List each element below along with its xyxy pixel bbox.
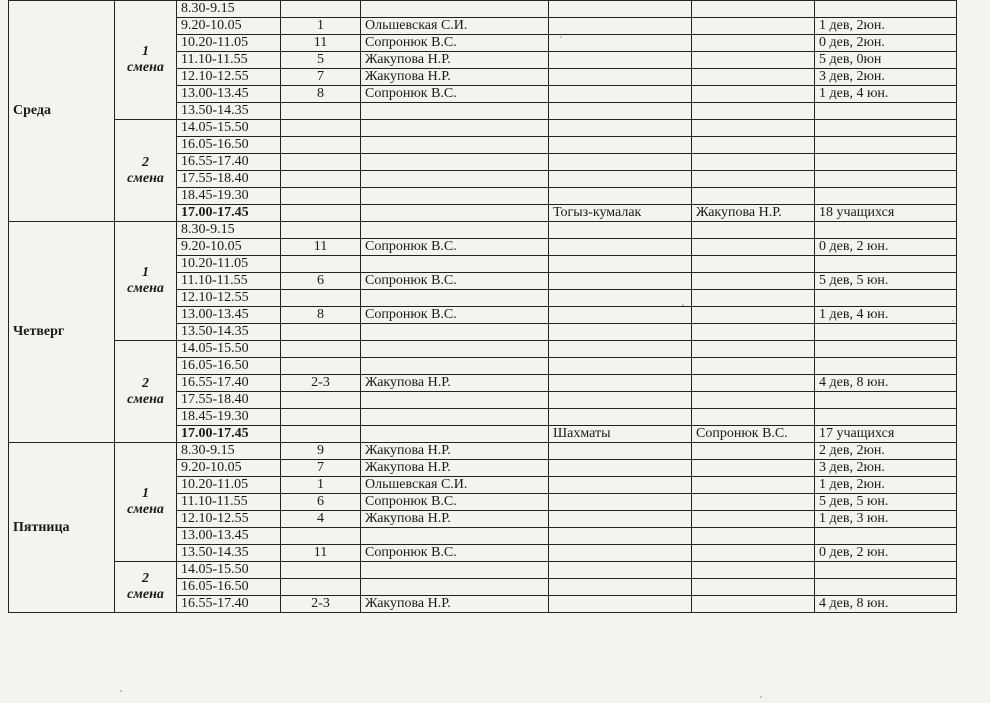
activity-cell <box>549 358 692 375</box>
students-cell <box>815 256 957 273</box>
students-cell: 17 учащихся <box>815 426 957 443</box>
students-cell <box>815 341 957 358</box>
scan-speck <box>682 304 684 306</box>
time-cell: 13.00-13.45 <box>177 86 281 103</box>
students-cell <box>815 562 957 579</box>
teacher-cell: Сопронюк В.С. <box>361 35 549 52</box>
teacher-cell <box>361 171 549 188</box>
students-cell: 4 дев, 8 юн. <box>815 596 957 613</box>
students-cell <box>815 1 957 18</box>
leader-cell <box>692 324 815 341</box>
teacher-cell: Сопронюк В.С. <box>361 494 549 511</box>
day-name: Пятница <box>9 443 115 613</box>
group-number-cell: 6 <box>281 273 361 290</box>
schedule-row <box>9 341 957 358</box>
leader-cell <box>692 154 815 171</box>
activity-cell <box>549 307 692 324</box>
schedule-row <box>9 562 957 579</box>
group-number-cell <box>281 120 361 137</box>
time-cell: 13.00-13.45 <box>177 307 281 324</box>
students-cell: 0 дев, 2юн. <box>815 35 957 52</box>
shift-number: 1 <box>142 486 149 501</box>
group-number-cell: 2-3 <box>281 596 361 613</box>
teacher-cell: Жакупова Н.Р. <box>361 511 549 528</box>
activity-cell <box>549 324 692 341</box>
activity-cell <box>549 18 692 35</box>
shift-label: смена <box>127 587 164 602</box>
group-number-cell <box>281 324 361 341</box>
leader-cell <box>692 290 815 307</box>
time-cell: 14.05-15.50 <box>177 120 281 137</box>
group-number-cell: 8 <box>281 86 361 103</box>
group-number-cell <box>281 290 361 307</box>
time-cell: 12.10-12.55 <box>177 511 281 528</box>
students-cell <box>815 528 957 545</box>
time-cell: 16.55-17.40 <box>177 375 281 392</box>
students-cell: 0 дев, 2 юн. <box>815 545 957 562</box>
group-number-cell: 6 <box>281 494 361 511</box>
shift-cell <box>115 222 177 341</box>
teacher-cell: Жакупова Н.Р. <box>361 460 549 477</box>
shift-number: 1 <box>142 265 149 280</box>
group-number-cell <box>281 256 361 273</box>
leader-cell <box>692 579 815 596</box>
group-number-cell <box>281 1 361 18</box>
day-name: Среда <box>9 1 115 222</box>
teacher-cell: Жакупова Н.Р. <box>361 375 549 392</box>
group-number-cell <box>281 137 361 154</box>
activity-cell <box>549 86 692 103</box>
time-cell: 16.55-17.40 <box>177 596 281 613</box>
group-number-cell: 2-3 <box>281 375 361 392</box>
teacher-cell: Жакупова Н.Р. <box>361 596 549 613</box>
activity-cell <box>549 171 692 188</box>
leader-cell <box>692 562 815 579</box>
activity-cell <box>549 460 692 477</box>
group-number-cell: 1 <box>281 18 361 35</box>
schedule-row <box>9 1 957 18</box>
teacher-cell: Сопронюк В.С. <box>361 307 549 324</box>
teacher-cell: Ольшевская С.И. <box>361 18 549 35</box>
activity-cell <box>549 69 692 86</box>
leader-cell <box>692 596 815 613</box>
teacher-cell <box>361 409 549 426</box>
time-cell: 16.05-16.50 <box>177 358 281 375</box>
activity-cell <box>549 154 692 171</box>
leader-cell <box>692 460 815 477</box>
time-cell: 18.45-19.30 <box>177 409 281 426</box>
leader-cell <box>692 18 815 35</box>
shift-number: 2 <box>142 375 149 391</box>
students-cell <box>815 137 957 154</box>
activity-cell <box>549 494 692 511</box>
time-cell: 10.20-11.05 <box>177 256 281 273</box>
activity-cell <box>549 477 692 494</box>
teacher-cell <box>361 137 549 154</box>
activity-cell <box>549 52 692 69</box>
teacher-cell <box>361 120 549 137</box>
group-number-cell: 11 <box>281 35 361 52</box>
leader-cell <box>692 120 815 137</box>
activity-cell <box>549 256 692 273</box>
time-cell: 12.10-12.55 <box>177 69 281 86</box>
activity-cell <box>549 392 692 409</box>
time-cell: 18.45-19.30 <box>177 188 281 205</box>
activity-cell <box>549 528 692 545</box>
activity-cell <box>549 120 692 137</box>
group-number-cell <box>281 358 361 375</box>
group-number-cell <box>281 188 361 205</box>
teacher-cell: Ольшевская С.И. <box>361 477 549 494</box>
leader-cell <box>692 392 815 409</box>
activity-cell <box>549 273 692 290</box>
group-number-cell: 8 <box>281 307 361 324</box>
time-cell: 17.00-17.45 <box>177 426 281 443</box>
students-cell <box>815 103 957 120</box>
teacher-cell: Жакупова Н.Р. <box>361 69 549 86</box>
group-number-cell <box>281 528 361 545</box>
schedule-row <box>9 443 957 460</box>
teacher-cell <box>361 528 549 545</box>
group-number-cell <box>281 171 361 188</box>
activity-cell: Тогыз-кумалак <box>549 205 692 222</box>
students-cell <box>815 324 957 341</box>
leader-cell: Жакупова Н.Р. <box>692 205 815 222</box>
time-cell: 14.05-15.50 <box>177 562 281 579</box>
teacher-cell <box>361 579 549 596</box>
teacher-cell <box>361 562 549 579</box>
shift-label: смена <box>127 170 164 186</box>
students-cell <box>815 188 957 205</box>
activity-cell <box>549 137 692 154</box>
shift-number: 2 <box>142 154 149 170</box>
group-number-cell: 1 <box>281 477 361 494</box>
activity-cell <box>549 579 692 596</box>
teacher-cell <box>361 426 549 443</box>
time-cell: 8.30-9.15 <box>177 443 281 460</box>
teacher-cell: Сопронюк В.С. <box>361 86 549 103</box>
time-cell: 16.05-16.50 <box>177 137 281 154</box>
teacher-cell <box>361 222 549 239</box>
leader-cell <box>692 103 815 120</box>
group-number-cell <box>281 341 361 358</box>
teacher-cell <box>361 324 549 341</box>
schedule-row <box>9 222 957 239</box>
shift-cell <box>115 341 177 443</box>
group-number-cell: 5 <box>281 52 361 69</box>
students-cell: 1 дев, 4 юн. <box>815 307 957 324</box>
activity-cell <box>549 239 692 256</box>
leader-cell <box>692 52 815 69</box>
activity-cell <box>549 409 692 426</box>
shift-cell <box>115 120 177 222</box>
time-cell: 13.50-14.35 <box>177 545 281 562</box>
time-cell: 17.00-17.45 <box>177 205 281 222</box>
leader-cell <box>692 137 815 154</box>
students-cell <box>815 222 957 239</box>
students-cell: 1 дев, 3 юн. <box>815 511 957 528</box>
activity-cell <box>549 562 692 579</box>
teacher-cell <box>361 205 549 222</box>
students-cell: 1 дев, 4 юн. <box>815 86 957 103</box>
students-cell <box>815 358 957 375</box>
teacher-cell <box>361 358 549 375</box>
leader-cell <box>692 528 815 545</box>
time-cell: 11.10-11.55 <box>177 494 281 511</box>
activity-cell <box>549 188 692 205</box>
teacher-cell <box>361 256 549 273</box>
teacher-cell: Жакупова Н.Р. <box>361 443 549 460</box>
leader-cell <box>692 477 815 494</box>
leader-cell <box>692 358 815 375</box>
shift-label: смена <box>127 281 164 296</box>
shift-cell <box>115 443 177 562</box>
time-cell: 13.00-13.45 <box>177 528 281 545</box>
teacher-cell: Сопронюк В.С. <box>361 239 549 256</box>
students-cell <box>815 290 957 307</box>
leader-cell: Сопронюк В.С. <box>692 426 815 443</box>
students-cell <box>815 120 957 137</box>
time-cell: 16.05-16.50 <box>177 579 281 596</box>
activity-cell <box>549 545 692 562</box>
group-number-cell: 9 <box>281 443 361 460</box>
activity-cell <box>549 375 692 392</box>
time-cell: 10.20-11.05 <box>177 477 281 494</box>
day-name: Четверг <box>9 222 115 443</box>
time-cell: 10.20-11.05 <box>177 35 281 52</box>
time-cell: 9.20-10.05 <box>177 460 281 477</box>
shift-label: смена <box>127 60 164 75</box>
shift-number: 1 <box>142 44 149 59</box>
students-cell: 5 дев, 5 юн. <box>815 494 957 511</box>
time-cell: 16.55-17.40 <box>177 154 281 171</box>
shift-number: 2 <box>142 571 149 586</box>
leader-cell <box>692 511 815 528</box>
teacher-cell <box>361 341 549 358</box>
shift-label: смена <box>127 391 164 407</box>
teacher-cell <box>361 290 549 307</box>
leader-cell <box>692 86 815 103</box>
activity-cell <box>549 35 692 52</box>
students-cell: 5 дев, 5 юн. <box>815 273 957 290</box>
group-number-cell <box>281 154 361 171</box>
time-cell: 11.10-11.55 <box>177 52 281 69</box>
leader-cell <box>692 171 815 188</box>
leader-cell <box>692 1 815 18</box>
students-cell <box>815 171 957 188</box>
students-cell <box>815 154 957 171</box>
schedule-body <box>9 1 957 613</box>
leader-cell <box>692 273 815 290</box>
group-number-cell: 11 <box>281 239 361 256</box>
students-cell: 3 дев, 2юн. <box>815 460 957 477</box>
activity-cell <box>549 290 692 307</box>
group-number-cell: 7 <box>281 69 361 86</box>
group-number-cell <box>281 562 361 579</box>
activity-cell <box>549 596 692 613</box>
teacher-cell: Жакупова Н.Р. <box>361 52 549 69</box>
group-number-cell: 11 <box>281 545 361 562</box>
teacher-cell <box>361 154 549 171</box>
students-cell: 5 дев, 0юн <box>815 52 957 69</box>
time-cell: 8.30-9.15 <box>177 222 281 239</box>
students-cell: 2 дев, 2юн. <box>815 443 957 460</box>
leader-cell <box>692 239 815 256</box>
activity-cell <box>549 443 692 460</box>
activity-cell <box>549 103 692 120</box>
group-number-cell <box>281 205 361 222</box>
group-number-cell <box>281 392 361 409</box>
time-cell: 13.50-14.35 <box>177 324 281 341</box>
time-cell: 9.20-10.05 <box>177 239 281 256</box>
activity-cell: Шахматы <box>549 426 692 443</box>
leader-cell <box>692 494 815 511</box>
teacher-cell: Сопронюк В.С. <box>361 545 549 562</box>
shift-cell <box>115 1 177 120</box>
teacher-cell <box>361 392 549 409</box>
students-cell: 3 дев, 2юн. <box>815 69 957 86</box>
time-cell: 9.20-10.05 <box>177 18 281 35</box>
students-cell <box>815 409 957 426</box>
group-number-cell <box>281 579 361 596</box>
leader-cell <box>692 375 815 392</box>
leader-cell <box>692 409 815 426</box>
leader-cell <box>692 443 815 460</box>
leader-cell <box>692 341 815 358</box>
shift-cell <box>115 562 177 613</box>
scan-speck <box>952 320 954 322</box>
leader-cell <box>692 307 815 324</box>
time-cell: 17.55-18.40 <box>177 392 281 409</box>
activity-cell <box>549 222 692 239</box>
time-cell: 8.30-9.15 <box>177 1 281 18</box>
teacher-cell: Сопронюк В.С. <box>361 273 549 290</box>
leader-cell <box>692 222 815 239</box>
teacher-cell <box>361 103 549 120</box>
scan-speck <box>760 696 762 698</box>
activity-cell <box>549 1 692 18</box>
teacher-cell <box>361 1 549 18</box>
group-number-cell <box>281 426 361 443</box>
group-number-cell <box>281 103 361 120</box>
leader-cell <box>692 256 815 273</box>
students-cell: 4 дев, 8 юн. <box>815 375 957 392</box>
students-cell: 0 дев, 2 юн. <box>815 239 957 256</box>
scan-speck <box>560 36 562 38</box>
schedule-row <box>9 120 957 137</box>
time-cell: 17.55-18.40 <box>177 171 281 188</box>
leader-cell <box>692 35 815 52</box>
leader-cell <box>692 69 815 86</box>
group-number-cell: 4 <box>281 511 361 528</box>
activity-cell <box>549 511 692 528</box>
group-number-cell <box>281 222 361 239</box>
scan-speck <box>120 690 122 692</box>
group-number-cell: 7 <box>281 460 361 477</box>
teacher-cell <box>361 188 549 205</box>
activity-cell <box>549 341 692 358</box>
group-number-cell <box>281 409 361 426</box>
shift-label: смена <box>127 502 164 517</box>
time-cell: 14.05-15.50 <box>177 341 281 358</box>
time-cell: 11.10-11.55 <box>177 273 281 290</box>
leader-cell <box>692 545 815 562</box>
students-cell <box>815 579 957 596</box>
schedule-table <box>8 0 957 613</box>
students-cell: 18 учащихся <box>815 205 957 222</box>
students-cell: 1 дев, 2юн. <box>815 477 957 494</box>
time-cell: 13.50-14.35 <box>177 103 281 120</box>
students-cell: 1 дев, 2юн. <box>815 18 957 35</box>
time-cell: 12.10-12.55 <box>177 290 281 307</box>
students-cell <box>815 392 957 409</box>
leader-cell <box>692 188 815 205</box>
